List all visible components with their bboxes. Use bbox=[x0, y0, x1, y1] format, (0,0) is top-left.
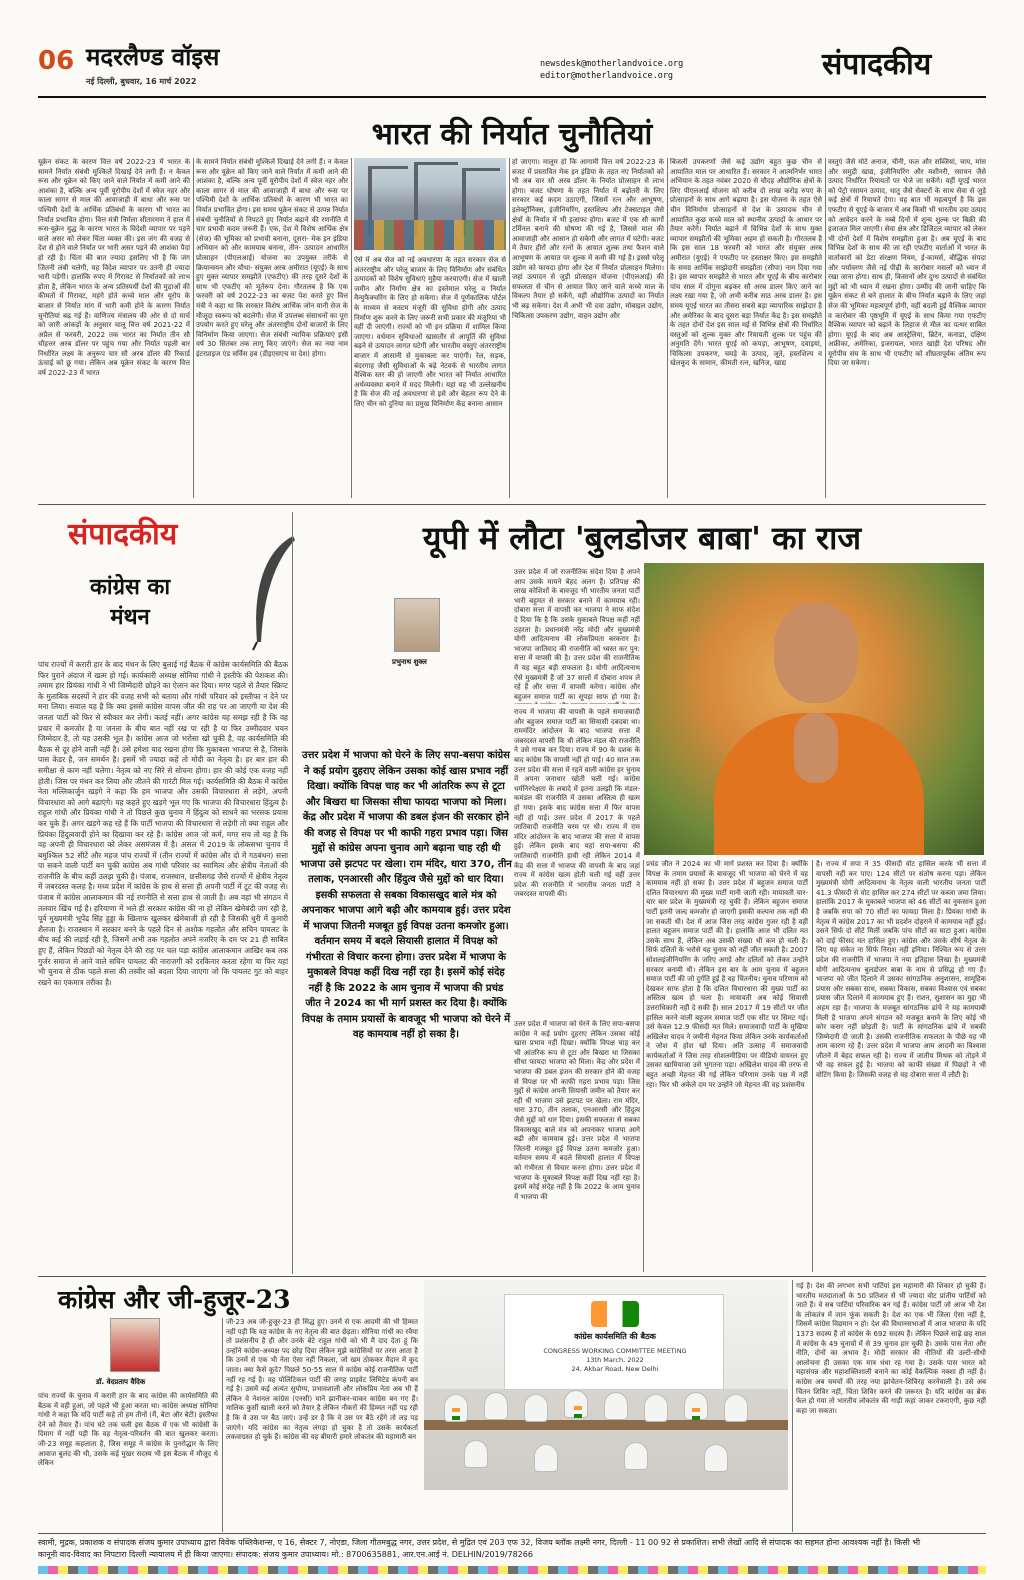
imprint-footer bbox=[38, 1537, 986, 1561]
article1-col5: बिजली उपकरणों जैसे कई उद्योग बहुत कुछ चीन से आयातित माल पर आधारित हैं। सरकार ने आत्मनिर्भर भारत अभियान के तहत नवंबर 2020 से चौदह औद्योगिक क्षेत्रों के लिए पीएलआई योजना को करीब दो लाख करोड़ रुपए के प्रोत्साहनों के साथ आगे बढ़ाया है। इस योजना के तहत ऐसे चीन विनिर्माण प्रोत्साहनों से देश के उत्पादक चीन से आयातित कुछ कच्चे माल को स्थानीय उत्पादों के आधार पर तैयार करेंगे। निर्यात बढ़ाने में विभिन्न देशों के साथ मुक्त व्यापार समझौतों की भूमिका अहम हो सकती है। गौरतलब है कि इस साल 18 फरवरी को भारत और संयुक्त अरब अमीरात (यूएई) ने एफटीए पर हस्ताक्षर किए। इस समझौते के समग्र आर्थिक साझेदारी समझौता (सीपा) नाम दिया गया है। इस व्यापार समझौते से भारत और यूएई के बीच कारोबार पांच साल में दोगुना बढ़कर सौ अरब डालर किए जाने का लक्ष्य रखा गया है, जो अभी करीब साठ अरब डालर है। इस समय यूएई भारत का तीसरा सबसे बड़ा व्यापारिक साझेदार है और अमेरिका के बाद दूसरा बड़ा निर्यात केंद्र है। इस समझौते के तहत दोनों देश इस साल मई से विभिन्न क्षेत्रों की निर्धारित वस्तुओं को शुल्क मुक्त और रियायती शुल्क पर पहुंच की अनुमति देंगे। भारत यूएई को कपड़ा, आभूषण, दवाइयां, चिकित्सा उपकरण, चमड़े के उत्पाद, जूते, हस्तशिल्प व खेलकूद के सामान, कीमती रत्न, खनिज, खाद्य bbox=[670, 158, 822, 368]
author-photo bbox=[110, 1318, 160, 1372]
article2-col2: प्रचंड जीत ने 2024 का भी मार्ग प्रशस्त कर दिया है। क्योंकि विपक्ष के तमाम प्रयासों के बावजूद भी भाजपा को घेरने में वह कामयाब नहीं हो सका है। उत्तर प्रदेश में बहुजन समाज पार्टी दलित विचारधारा की मुख्य पार्टी मानी जाती रही। मायावती चार-चार बार प्रदेश के मुख्यमंत्री रह चुकी हैं। लेकिन बहुजन समाज पार्टी इतनी जल्द कमजोर हो जाएगी इसकी कल्पना तक नहीं की जा सकती थी। देश में आज जिस तरह कांग्रेस गुजर रही है वहीं हालत बहुजन समाज पार्टी की है। हालांकि आज भी दलित मत उसके साथ हैं, लेकिन अब उसकी संख्या भी कम हो चली है। सिर्फ दलितों के भरोसे यह चुनाव को नहीं जीत सकती है। 2007 सोशलइंजीनियरिंग के जरिए अगड़े और दलितों को लेकर उन्होंने सरकार बनायी थी। लेकिन इस बार के आम चुनाव में बहुजन समाज पार्टी की जो दुर्गति हुई है वह चिंतनीय। चुनाव परिणाम को देखकर साफ होता है कि दलित विचारधारा की मुख्य पार्टी का अस्तित्व खत्म हो चला है। मायावती अब कोई सियासी उत्तराधिकारी नहीं दे सकी हैं। साल 2017 में 19 सीटों पर जीत हासिल करने वाली बहुजन समाज पार्टी एक सीट पर सिमट गई। उसे केवल 12.9 फीसदी मत मिले। समाजवादी पार्टी के मुखिया अखिलेश यादव ने जमीनी मेहनत किया लेकिन उनके कार्यकर्ताओं ने जोश में होश खो दिया। अति उत्साह में समाजवादी कार्यकर्ताओं ने जिस तरह सोशलमीडिया पर वीडियो वायरल हुए उसका खामियाजा उसे भुगतना पड़ा। अखिलेश यादव की तरफ से बहुत अच्छी मेहनत की गई लेकिन परिणाम उनके पक्ष में नहीं रहा। फिर भी अकेले दम पर उन्होंने जो मेहनत की वह प्रशंसनीय bbox=[646, 860, 808, 1089]
masthead bbox=[0, 0, 1024, 96]
column-rule bbox=[667, 158, 668, 498]
banner-subtitle bbox=[505, 1347, 725, 1374]
date-line: नई दिल्ली, बुधवार, 16 मार्च 2022 bbox=[86, 77, 197, 86]
article2-headline: यूपी में लौटा 'बुलडोजर बाबा' का राज bbox=[422, 519, 862, 557]
column-rule bbox=[222, 1318, 223, 1532]
contact-emails bbox=[540, 58, 683, 82]
column-rule bbox=[351, 158, 352, 498]
imprint-line2: कानूनी वाद-विवाद का निपटारा दिल्ली न्यायालय में ही किया जाएगा। संपादक: संजय कुमार उपाध्याय। मो.: 8700635881, आर.एन.आई नं. DELHIN/2019/78266 bbox=[38, 1550, 533, 1559]
editorial-title bbox=[90, 572, 170, 632]
section-divider bbox=[38, 1276, 986, 1277]
column-rule bbox=[193, 158, 194, 498]
author-name: डॉ. वेदप्रताप वैदिक bbox=[96, 1378, 146, 1386]
editorial-box bbox=[38, 512, 284, 652]
author-photo bbox=[394, 598, 440, 652]
article3-col3: गई है। देश की लगभग सभी पार्टियां इस महामारी की शिकार हो चुकी हैं। भारतीय मतदाताओं के 50 प्रतिशत से भी ज्यादा वोट प्रांतीय पार्टियों को जाते हैं। वे सब पार्टियां परिवारिक बन गई हैं। कांग्रेस पार्टी जो आज भी देश के लोकतंत्र में जान फूंक सकती है। देश का एक भी जिला ऐसा नहीं है, जिसमें कांग्रेस विद्यमान न हो। देश की विधानसभाओं में आज भाजपा के यदि 1373 सदस्य हैं तो कांग्रेस के 692 सदस्य हैं। लेकिन पिछले साढ़े छह साल में कांग्रेस के 49 चुनावों में से 39 चुनाव हार चुकी है। उसके पास नेता और नीति, दोनों का अभाव है। मोदी सरकार की नीतियों की उल्टी-सीधी आलोचना ही उसका एक मात्र धंधा रह गया है। उसके पास भारत को महासंपन्न और महाशक्तिशाली बनाने का कोई वैकल्पिक नक्शा ही नहीं है। कांग्रेस अब चमचों की तरह नया झांचेतन-शिविरह करनेवाली है। उसे अब चिंतन शिविर नहीं, चिंता शिविर करने की जरूरत है। यदि कांग्रेस का ब्रेक फेल हो गया तो भारतीय लोकतंत्र की गाड़ी कहां जाकर टकराएगी, कुछ नहीं कहा जा सकता। bbox=[796, 1282, 986, 1415]
column-rule bbox=[812, 860, 813, 1272]
article3-col1: पांच राज्यों के चुनाव में करारी हार के बाद कांग्रेस की कार्यसमिति की बैठक में वही हुआ, जो पहले भी हुआ करता था। कांग्रेस अध्यक्ष सोनिया गांधी ने कहा कि यदि पार्टी कहे तो हम तीनों (मैं, बेटा और बेटी) इस्तीफा देने को तैयार हैं। पांच घंटे तक चली इस बैठक में एक भी कांग्रेसी के दिमाग में नहीं पड़ी कि वह नेतृत्व-परिवर्तन की बात खुलकर करता। जी-23 समूह कहलाता है, जिस समूह ने कांग्रेस के पुनरोद्धार के लिए आवाज बुलंद की थी, उसके कई मुखर सदस्य भी इस बैठक में मौजूद थे लेकिन bbox=[38, 1392, 218, 1468]
email-editor[interactable]: editor@motherlandvoice.org bbox=[540, 71, 674, 81]
imprint-line1: स्वामी, मुद्रक, प्रकाशक व संपादक संजय कुमार उपाध्याय द्वारा विवेक पब्लिकेशन्स, ए 16, सेक्टर 7, नोएडा, जिला गौतमबुद्ध नगर, उत्तर प्रदेश, से मुद्रित एवं 203 एफ 32, विजय ब्लॉक लक्ष्मी नगर, दिल्ली - 11 00 92 से प्रकाशित। सभी लेखों आदि से संपादक का सहमत होना आवश्यक नहीं है। किसी भी bbox=[38, 1538, 921, 1547]
article3-headline: कांग्रेस और जी-हुजूर-23 bbox=[58, 1285, 291, 1314]
banner-line2: CONGRESS WORKING COMMITTEE MEETING bbox=[543, 1347, 687, 1355]
column-rule bbox=[509, 158, 510, 498]
article1-col4: हो जाएगा। मालूम हो कि आगामी वित्त वर्ष 2022-23 के बजट में प्रस्तावित मेक इन इंडिया के तहत नए निर्यातकों को भी अब चार सौ अरब डॉलर के निर्यात प्रोत्साहन से लाभ होगा। बजट घोषणा के तहत निर्यात में बढ़ोतरी के लिए सरकार कई कदम उठाएगी, जिसमें रत्न और आभूषण, इलेक्ट्रॉनिक्स, इंजीनियरिंग, हस्तशिल्प और टेक्सटाइल जैसे क्षेत्रों के निर्यात में भी इजाफा होगा। बजट में एक सौ कार्गो टर्मिनल बनाने की घोषणा की गई है, जिससे माल की आवाजाही और आसान हो सकेगी और लागत में घटेगी। बजट में तैयार हीरों और रत्नों के आयात शुल्क तथा फैशन वाले आभूषण के आयात पर शुल्क में कमी की गई है। इससे घरेलू उद्योग को फायदा होगा और देश में निर्यात प्रोत्साहन मिलेगा। जहां उत्पादन से जुड़ी प्रोत्साहन योजना (पीएलआई) की सफलता से चीन से आयात किए जाने वाले कच्चे माल के विकल्प तैयार हो सकेंगे, वहीं औद्योगिक उत्पादों का निर्यात भी बढ़ सकेगा। देश में अभी भी दवा उद्योग, मोबाइल उद्योग, चिकित्सा उपकरण उद्योग, वाहन उद्योग और bbox=[512, 158, 664, 320]
editorial-body: पांच राज्यों में करारी हार के बाद मंथन के लिए बुलाई गई बैठक में कांग्रेस कार्यसमिति की बैठक फिर पुराने अंदाज में खत्म हो गई। कार्यकारी अध्यक्ष सोनिया गांधी ने इस्तीफे की पेशकश की। तमाम हार प्रियंका गांधी ने भी जिम्मेदारी छोड़ने का ऐलान कर दिया। मगर पहले से तैयार स्क्रिप्ट के मुताबिक सदस्यों ने हार की वजह सभी को बताया और गांधी परिवार को इस्तीफा न देने पर मना लिया। सवाल यह है कि क्या इससे कांग्रेस वापस जीत की राह पर आ जाएगी या देश की जनता पार्टी को फिर से स्वीकार कर लेगी। कतई नहीं। अगर कांग्रेस यह समझ रही है कि वह प्रचार में कमजोर है या जनता के बीच बात नहीं रख पा रही है या फिर उम्मीदवार चयन जिम्मेदार है, तो यह उसकी भूल है। कांग्रेस आज जो भरोसा खो चुकी है, वह कार्यसमिति की बैठक से दूर होने वाली नहीं है। उसे हमेशा याद रखना होगा कि मुकाबला भाजपा से है, जिसके पास केडर है, जन समर्थन है। इसमें भी ज्यादा कहें तो मोदी का नेतृत्व है। हर बार हार की समीक्षा से काम नहीं चलेगा। नेतृत्व को नए सिरे से सोचना होगा। हार की कोई एक वजह नहीं होती। जिस पर मंथन कर लिया और जीतने की गारंटी मिल गई। कार्यसमिति की बैठक में कांग्रेस नेता मल्लिकार्जुन खड़गे ने कहा कि हम भाजपा और उसकी विचारधारा से लड़ेंगे, अपनी विचारधारा को आगे बढ़ाएंगे। यह कहते हुए खड़गे भूल गए कि भाजपा की विचारधारा हिंदुत्व है। राहुल गांधी और प्रियंका गांधी ने तो पिछले कुछ चुनाव में हिंदुत्व को साधने का भरसक प्रयास कर चुके हैं। अगर खड़गे कह रहे हैं कि पार्टी भाजपा की विचारधारा से लड़ेगी तो क्या राहुल और प्रियंका हिंदुत्ववादी होने का दिखावा कर रहे हैं। कांग्रेस आज जो कर्म, मगर सच तो यह है कि वह अपनी ही विचारधारा को लेकर असमंजस में है। असल में 2019 के लोकसभा चुनाव में बमुश्किल 52 सीटें और महज पांच राज्यों में (तीन राज्यों में कांग्रेस और दो में गठबंधन) सत्ता पा सकने वाली पार्टी बन चुकी कांग्रेस अब गांधी परिवार का स्वामित्व और क्षेत्रीय नेताओं की राजनीति के बीच कहीं उलझ चुकी है। पंजाब, राजस्थान, छत्तीसगढ़ जैसे राज्यों में क्षेत्रीय नेतृत्व में जबरदस्त कलह है। मध्य प्रदेश में कांग्रेस के हाथ से सत्ता ही अपनी पार्टी में टूट की वजह से। पंजाब में कांग्रेस आलाकमान की नई रणनीति से सत्ता हाथ से जाती है। अब वहां भी संगठन में तलवार खिंच गई है। हरियाणा में भले ही सरकार कांग्रेस की ना हो लेकिन खेमेबंदी जग रही है, पूर्व मुख्यमंत्री भूपेंद्र सिंह हुड्डा के खिलाफ खुलकर खेमेबाजी हो रही है जिसकी धुरी में कुमारी शैलजा है। राजस्थान में सरकार बनने के पहले दिन से अशोक गहलोत और सचिन पायलट के बीच कई की लड़ाई रही है, जिसमें अभी तक गहलोत अपने नजरिए के दम पर 21 ही साबित हुए हैं, लेकिन पिछड़ों को नेतृत्व देने की राह पर चल पड़ा कांग्रेस आलाकमान आखिर कब तक गुर्जर समाज से आने वाले सचिन पायलट की नाराजगी को दरकिनार करता रहेगा या फिर यहां भी चुनाव से ठीक पहले सत्ता की तस्वीर को बदला दिया जाएगा जो कि पायलट गुट को बाहर रखने का एकमात्र तरीका है। bbox=[38, 660, 288, 987]
article1-headline: भारत की निर्यात चुनौतियां bbox=[371, 117, 653, 152]
article2-col1a: उत्तर प्रदेश में जो राजनीतिक संदेश दिया है अपने आप उसके मायने बेहद अलग हैं। प्रतिपक्ष की लाख कोशिशों के बावजूद भी भारतीय जनता पार्टी भारी बहुमत से सरकार बनाने में कामयाब रही। दोबारा सत्ता में वापसी कर भाजपा ने साफ संदेश दे दिया कि है कि उसके मुकाबले विपक्ष कहीं नहीं ठहरता है। प्रधानमंत्री नरेंद्र मोदी और मुख्यमंत्री योगी आदित्यनाथ की लोकप्रियता बरकरार है। भाजपा जातिवाद की राजनीति को ध्वस्त कर पुन: सत्ता में वापसी की है। उत्तर प्रदेश की राजनीतिक में यह बहुत बड़ी सफलता है। योगी आदित्यनाथ ऐसे मुख्यमंत्री हैं जो 37 सालों में दोबारा शपथ ले रहे हैं और सत्ता में वापसी करेगा। कांग्रेस और बहुजन समाज पार्टी का सूपड़ा साफ हो गया है। bbox=[514, 568, 640, 701]
section-label: संपादकीय bbox=[822, 47, 932, 82]
column-rule bbox=[825, 158, 826, 498]
banner-title: कांग्रेस कार्यसमिति की बैठक bbox=[574, 1331, 656, 1341]
article2-col1c: उत्तर प्रदेश में भाजपा को घेरने के लिए सपा-बसपा कांग्रेस ने कई प्रयोग दुहराए लेकिन उसका कोई खास प्रभाव नहीं दिखा। क्योंकि विपक्ष चाह कर भी आंतरिक रूप से टूटा और बिखरा था जिसका सीधा फायदा भाजपा को मिला। केंद्र और प्रदेश में भाजपा की डबल इंजन की सरकार होने की वजह से विपक्ष पर भी काफी गहरा प्रभाव पड़ा। जिस मुद्दों से कांग्रेस अपनी सियासी जमीन को तैयार कर रही थी भाजपा उसे झटपट पर खेला। राम मंदिर, धारा 370, तीन तलाक, एनआरसी और हिंदुत्व जैसे मुद्दों को धार दिया। इसकी सफलता से सबका विकासखुद बाले मंत्र को अपनाकर भाजपा आगे बढ़ी और कामयाब हुई। उत्तर प्रदेश में भाजपा जितनी मजबूत हुई विपक्ष उतना कमजोर हुआ। वर्तमान समय में बदले सियासी हालात में विपक्ष को गंभीरता से विचार करना होगा। उत्तर प्रदेश में भाजपा के मुकाबले विपक्ष कहीं दिख नहीं रहा है। इसमें कोई संदेह नहीं है कि 2022 के आम चुनाव में भाजपा की bbox=[514, 1020, 640, 1201]
article1-col1: यूक्रेन संकट के कारण वित्त वर्ष 2022-23 में भारत के सामने निर्यात संबंधी मुश्किलें दिखाई देने लगी हैं। न केवल रूस और यूक्रेन को किए जाने वाले निर्यात में कमी आने की आशंका है, बल्कि अन्य पूर्वी यूरोपीय देशों में स्वेज नहर और काला सागर से माल की आवाजाही में बाधा और रूस पर पश्चिमी देशों के आर्थिक प्रतिबंधों के कारण भी भारत का निर्यात प्रभावित होगा। वित्त मंत्री निर्मला सीतारमण ने हाल में रूस-यूक्रेन युद्ध के कारण भारत के विदेशी व्यापार पर पड़ने वाले असर को लेकर चिंता व्यक्त की। इस जंग की वजह से देश से होने वाले निर्यात पर भारी असर पड़ने की आशंका पैदा हो रही है। चिंता की बात ज्यादा इसलिए भी है कि जंग जितनी लंबी चलेगी, यह विदेश व्यापार पर उतनी ही ज्यादा भारी पड़ेगी। हालांकि रुपए में गिरावट से निर्यातकों को लाभ होता है, लेकिन भारत के अन्य प्रतिस्पर्धी देशों की मुद्राओं की कीमतों में गिरावट, महंगे होते कच्चे माल और यूरोप के बाजार से निर्यात मांग में भारी कमी होने के कारण निर्यात चुनौतियां बढ़ गई हैं। वाणिज्य मंत्रालय की ओर से दो मार्च को जारी आंकड़ों के अनुसार चालू वित्त वर्ष 2021-22 में अप्रैल से फरवरी, 2022 तक भारत का निर्यात तीन सौ चौहत्तर अरब डॉलर पर पहुंच गया और निर्यात पहली बार निर्धारित लक्ष्य के अनुरूप चार सौ अरब डॉलर की रिकार्ड ऊंचाई को छू गया। लेकिन अब यूक्रेन संकट के कारण वित्त वर्ष 2022-23 में भारत bbox=[38, 158, 190, 378]
paper-name: मदरलैण्ड वॉइस bbox=[86, 42, 220, 71]
section-divider bbox=[38, 504, 986, 505]
page-number: 06 bbox=[38, 46, 75, 76]
column-rule bbox=[792, 1280, 793, 1532]
author-name: प्रभुनाथ शुक्ल bbox=[392, 658, 427, 666]
banner-line4: 24, Akbar Road, New Delhi bbox=[571, 1365, 659, 1373]
meeting-banner bbox=[504, 1294, 724, 1390]
congress-logo-icon bbox=[591, 1301, 639, 1327]
port-photo bbox=[354, 158, 506, 250]
article1-col2: के सामने निर्यात संबंधी मुश्किलें दिखाई देने लगी हैं। न केवल रूस और यूक्रेन को किए जाने वाले निर्यात में कमी आने की आशंका है, बल्कि अन्य पूर्वी यूरोपीय देशों में स्वेज नहर और काला सागर से माल की आवाजाही में बाधा और रूस पर पश्चिमी देशों के आर्थिक प्रतिबंधों के कारण भी भारत का निर्यात प्रभावित होगा। इस समय यूक्रेन संकट से उत्पन्न निर्यात संबंधी चुनौतियों से निपटते हुए निर्यात बढ़ाने की रणनीति में चार प्रभावी कदम जरूरी हैं। एक, देश में विशेष आर्थिक क्षेत्र (सेज) की भूमिका को प्रभावी बनाना, दूसरा- मेक इन इंडिया अभियान को और कामयाब बनाना, तीन- उत्पादन आधारित प्रोत्साहन (पीएलआई) योजना का उपयुक्त तरीके से क्रियान्वयन और चौथा- संयुक्त अरब अमीरात (यूएई) के साथ हुए मुक्त व्यापार समझौते (एफटीए) की तरह दूसरे देशों के साथ भी एफटीए को मूर्तरूप देना। गौरतलब है कि एक फरवरी को वर्ष 2022-23 का बजट पेश करते हुए वित्त मंत्री ने कहा था कि सरकार विशेष आर्थिक जोन यानी सेज के मौजूदा स्वरूप को बदलेगी। सेज में उपलब्ध संसाधनों का पूरा उपयोग करते हुए घरेलू और अंतरराष्ट्रीय दोनों बाजारों के लिए विनिर्माण किया जाएगा। सेज संबंधी न्यायिक प्रक्रियाएं इसी वर्ष 30 सितंबर तक लागू किए जाएंगे। सेज का नया नाम इंटरप्राइज एंड सर्विस हब (डीइएसएच या देश) होगा। bbox=[196, 158, 348, 358]
article1-col6: वस्तुएं जैसे मोटे अनाज, चीनी, फल और सब्जियां, चाय, मांस और समुद्री खाद्य, इंजीनियरिंग और मशीनरी, रसायन जैसे उत्पाद निर्धारित रियायतों पर भेजे जा सकेंगे। वहीं यूएई भारत को पेट्रो रसायन उत्पाद, धातु जैसे सेक्टरों के साथ सेवा से जुड़े कई क्षेत्रों में रियायतें देगा। यह बात भी महत्वपूर्ण है कि इस एफटीए से यूएई के बाजार में अब किसी भी भारतीय दवा उत्पाद को आवेदन करने के नब्बे दिनों में शून्य शुल्क पर बिक्री की इजाजत मिल जाएगी। सेवा क्षेत्र और डिजिटल व्यापार को लेकर भी दोनों देशों में विशेष समझौता हुआ है। अब यूएई के बाद विभिन्न देशों के साथ की जा रही एफटीए वार्ताओं में भारत के वार्ताकारों को डेटा संरक्षण नियम, ई-कामर्स, बौद्धिक संपदा और पर्यावरण जैसे नई पीढ़ी के कारोबार मसलों को ध्यान में रखा जाना होगा। साथ ही, किसानों और दुग्ध उत्पादों से संबंधित मुद्दों को भी ध्यान में रखना होगा। उम्मीद की जानी चाहिए कि यूक्रेन संकट से बने हालात के बीच निर्यात बढ़ाने के लिए जहां सेज की भूमिका महत्वपूर्ण होगी, वहीं बदली हुई वैश्विक व्यापार व कारोबार की पृष्ठभूमि में यूएई के साथ किया गया एफटीए वैश्विक व्यापार को बढ़ाने के लिहाज से मील का पत्थर साबित होगा। यूएई के बाद अब आस्ट्रेलिया, ब्रिटेन, कनाडा, दक्षिण अफ्रीका, अमेरिका, इजरायल, भारत खाड़ी देश परिषद और यूरोपीय संघ के साथ भी एफटीए को शीघ्रतापूर्वक अंतिम रूप दिया जा सकेगा। bbox=[828, 158, 986, 368]
article2-col3: है। राज्य में सपा ने 35 फीसदी वोट हासिल करके भी सत्ता में वापसी नहीं कर पाए। 124 सीटों पर संतोष करना पड़ा। लेकिन मुख्यमंत्री योगी आदित्यनाथ के नेतृत्व वाली भारतीय जनता पार्टी 41.3 फीसदी से वोट हासिल कर 274 सीटों पर कब्जा जमा लिया। हालांकि 2017 के मुकाबले भाजपा को 46 सीटों का नुकसान हुआ है जबकि सपा को 70 सीटों का फायदा मिला है। प्रियंका गांधी के नेतृत्व में कांग्रेस 2017 का भी प्रदर्शन दोहराने में कामयाब नहीं हुई। उसने सिर्फ दो सीटें मिलीं जबकि पांच सीटों का घाटा हुआ। कांग्रेस को दाई फीसद मत हासिल हुए। कांग्रेस और उसके शीर्ष नेतृत्व के लिए यह संकेत ना सिर्फ निराश नहीं इनिया। निश्चित रूप से उत्तर प्रदेश की राजनीति में भाजपा ने नया इतिहास लिखा है। मुख्यमंत्री योगी आदित्यनाथ बुलडोजर बाबा के नाम से प्रसिद्ध हो गए हैं। भाजपा को जीत दिलाने में उसका सांगठनिक अनुशासन, सामूहिक प्रयास और सबका साथ, सबका विकास, सबका विश्वास एवं सबका प्रयास जीत दिलाने में कामयाब हुए हैं। राशन, सुशासन का मुद्दा भी अहम रहा है। भाजपा के मजबूत सांगठनिक ढांचे ने यह कामयाबी मिली है भाजपा अपने संगठन को मजबूत बनाने के लिए कोई भी कोर कसर नहीं छोड़ती है। पार्टी के सांगठनिक ढांचे में सबकी जिम्मेदारी दी जाती है। उसकी राजनीतिक सफलता के पीछे यह भी आम कारण रहे हैं। उत्तर प्रदेश में भाजपा आम आदमी का विश्वास जीतने में बेहद सफल रही है। राज्य में जातीय मिथक को तोड़ने में भी वह सफल हुई है। भाजपा को काफी संख्या में पिछड़ों ने भी वोटिंग किया है। जिसकी वजह से वह दोबारा सत्ता में लौटी है। bbox=[816, 860, 986, 1080]
yogi-adityanath-photo bbox=[644, 563, 984, 855]
email-newsdesk[interactable]: newsdesk@motherlandvoice.org bbox=[540, 59, 684, 69]
column-rule bbox=[292, 512, 293, 1274]
pullquote: उत्तर प्रदेश में भाजपा को घेरने के लिए सपा-बसपा कांग्रेस ने कई प्रयोग दुहराए लेकिन उसका कोई खास प्रभाव नहीं दिखा। क्योंकि विपक्ष चाह कर भी आंतरिक रूप से टूटा और बिखरा था जिसका सीधा फायदा भाजपा को मिला। केंद्र और प्रदेश में भाजपा की डबल इंजन की सरकार होने की वजह से विपक्ष पर भी काफी गहरा प्रभाव पड़ा। जिस मुद्दों से कांग्रेस अपना चुनाव आगे बढ़ाना चाह रही थी भाजपा उसे झटपट पर खेला। राम मंदिर, धारा 370, तीन तलाक, एनआरसी और हिंदुत्व जैसे मुद्दों को धार दिया। इसकी सफलता से सबका विकासखुद बाले मंत्र को अपनाकर भाजपा आगे बढ़ी और कामयाब हुई। उत्तर प्रदेश में भाजपा जितनी मजबूत हुई विपक्ष उतना कमजोर हुआ। वर्तमान समय में बदले सियासी हालात में विपक्ष को गंभीरता से विचार करना होगा। उत्तर प्रदेश में भाजपा के मुकाबले विपक्ष कहीं दिख नहीं रहा है। इसमें कोई संदेह नहीं है कि 2022 के आम चुनाव में भाजपा की प्रचंड जीत ने 2024 का भी मार्ग प्रशस्त कर दिया है। क्योंकि विपक्ष के तमाम प्रयासों के बावजूद भी भाजपा को घेरने में वह कामयाब नहीं हो सका है। bbox=[300, 750, 512, 1040]
article2-col1b: राज्य में भाजपा की वापसी के पहले समाजवादी और बहुजन समाज पार्टी का सियासी दबदबा था। राममंदिर आंदोलन के बाद भाजपा सत्ता में जबरदस्त वापसी कि थी लेकिन मंडल की राजनीति ने उसे गायब कर दिया। राज्य में 90 के दशक के बाद कांग्रेस कि वापसी नहीं हो पाई। 40 साल तक उत्तर प्रदेश की सत्ता में रहने वाली कांग्रेस हर चुनाव में अपना जनाधार खोती चली गई। कांग्रेस धर्मनिरपेक्षता के लबादे में इतना उलझी कि मंडल-कमंडल की राजनीति में उसका अस्तित्व ही खत्म हो गया। इसके बाद कांग्रेस सत्ता में फिर वापस नहीं हो पाई। उत्तर प्रदेश में 2017 के पहले जातिवादी राजनीति चरम पर थी। राज्य में राम मंदिर आंदोलन के बाद भाजपा की सत्ता में वापस हुई। लेकिन इसके बाद यहां सपा-बसपा की जातिवादी राजनीति हावी रही लेकिन 2014 में केंद्र की सत्ता में भाजपा की वापसी के बाद जहां राज्य में कांग्रेस खत्म होती चली गई वहीं उत्तर प्रदेश की राजनीति में भारतीय जनता पार्टी ने जबरदस्त वापसी की। bbox=[514, 708, 640, 899]
column-rule bbox=[643, 860, 644, 1272]
editorial-kicker: संपादकीय bbox=[68, 517, 178, 552]
banner-line3: 13th March, 2022 bbox=[586, 1356, 644, 1364]
editorial-title-line2: मंथन bbox=[110, 604, 150, 630]
quill-pen-icon bbox=[243, 532, 303, 652]
cwc-meeting-photo bbox=[424, 1280, 788, 1490]
footer-divider bbox=[38, 1533, 986, 1534]
article1-col3: ऐसे में अब सेज को नई अवधारणा के तहत सरकार सेज से अंतरराष्ट्रीय और घरेलू बाजार के लिए विनिर्माण और संबंधित उत्पादकों को विशेष सुविधाएं मुहैया करवाएगी। सेज में खाली जमीन और निर्माण क्षेत्र का इस्तेमाल घरेलू व निर्यात मैन्युफैक्चरिंग के लिए हो सकेगा। सेज में पूर्णकालिक पोर्टल के माध्यम से कस्टम मंजूरी की सुविधा होगी और उत्पाद निर्माण शुरू करने के लिए जरूरी सभी प्रकार की मंजूरियां भी वहीं दी जाएंगी। राज्यों को भी इन प्रक्रिया में शामिल किया जाएगा। वर्धमान सुविधाओं खासतौर से आपूर्ति की सुविधा बढ़ने से उत्पादन लागत घटेगी और भारतीय वस्तुएं अंतरराष्ट्रीय बाजार में आसानी से मुकाबला कर पाएंगी। रेल, सड़क, बंदरगाह जैसी सुविधाओं के बढ़े नेटवर्क से भारतीय लागत वैश्विक स्तर की हो जाएगी और भारत को निर्यात आधारित अर्थव्यवस्था बनाने में मदद मिलेगी। यहां यह भी उल्लेखनीय है कि सेज की नई अवधारणा से इसे और बेहतर रूप देने के लिए चीन को दुनिया का प्रमुख विनिर्माण केंद्र बनाना आसान bbox=[354, 256, 506, 408]
article3-col2: जी-23 अब जी-हुजूर-23 ही सिद्ध हुए। उनमें से एक आदमी की भी हिम्मत नहीं पड़ी कि वह कांग्रेस के नए नेतृत्व की बात छेड़ता। सोनिया गांधी का रवैया तो प्रशंसनीय है ही और उनके बेटे राहुल गांधी को भी मैं दाद देता हूं कि उन्होंने कांग्रेस-अध्यक्ष पद छोड़ दिया लेकिन मुझे कांग्रेसियों पर तरस आता है कि उनमें से एक भी नेता ऐसा नहीं निकला, जो खम ठोककर मैदान में कूद जाता। क्या कैसे कूदे? पिछले 50-55 साल में कांग्रेस कोई राजनीतिक पार्टी नहीं रह गई है। वह पोलिटिकल पार्टी की जगह प्राइवेट लिमिटेड कंपनी बन गई है। उसमें कई अत्यंत सुयोग्य, प्रभावशाली और लोकप्रिय नेता अब भी हैं लेकिन वे नेशनल कांग्रेस (एनसी) याने झानीकर-चाकर कांग्रेस बन गए हैं। मालिक कुर्सी खाली करने को तैयार है लेकिन नौकरों की हिम्मत नहीं पड़ रही है कि वे उस पर बैठ जाएं। उन्हें डर है कि वे उस पर बैठे रहेंगे तो लड़ पड़ जाएंगे। यदि कांग्रेस का नेतृत्व लंगड़ा हो चुका है तो उसके कार्यकर्ता लकवाग्रस्त हो चुके हैं। कांग्रेस की यह बीमारी हमारे लोकतंत्र की महामारी बन bbox=[226, 1318, 418, 1442]
editorial-title-line1: कांग्रेस का bbox=[90, 574, 171, 600]
color-registration-bar bbox=[38, 1566, 986, 1574]
top-rule bbox=[38, 96, 986, 98]
